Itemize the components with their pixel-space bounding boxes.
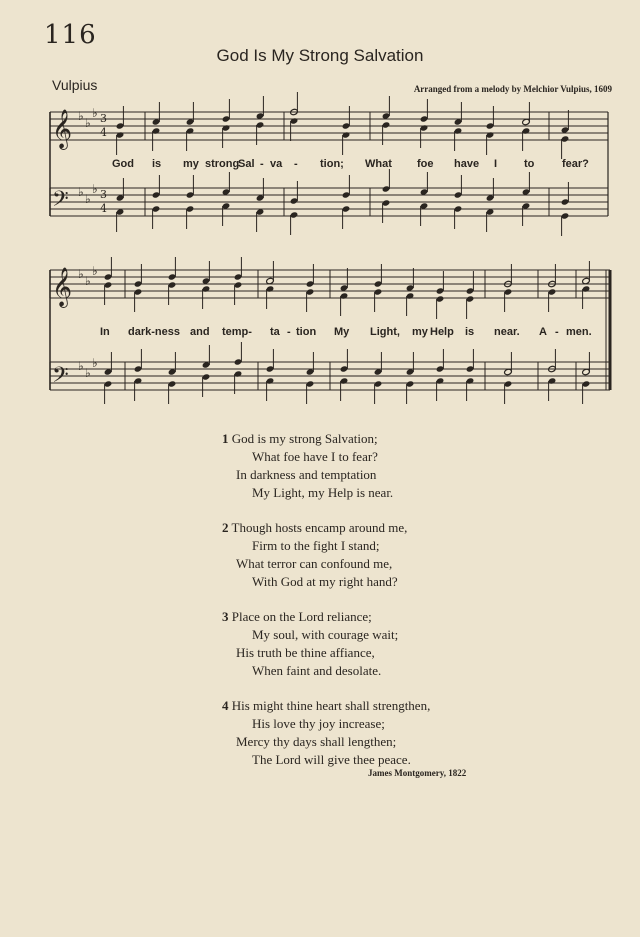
- lyric-syllable: -: [260, 158, 264, 170]
- lyric-syllable: Light,: [370, 326, 400, 338]
- lyric-syllable: tion: [296, 326, 317, 338]
- flat-icon: ♭: [78, 359, 84, 373]
- lyric-syllable: God: [112, 158, 134, 170]
- tune-name: Vulpius: [52, 77, 98, 93]
- lyric-syllable: fear?: [562, 158, 589, 170]
- hymn-title: God Is My Strong Salvation: [216, 46, 424, 65]
- lyric-syllable: tion;: [320, 158, 344, 170]
- verses: [222, 430, 430, 786]
- stanza-3: [222, 608, 430, 680]
- flat-icon: ♭: [85, 116, 91, 130]
- lyric-syllable: My: [334, 326, 350, 338]
- lyric-syllable: strong: [205, 158, 240, 170]
- stanza-line: With God at my right hand?: [252, 574, 398, 589]
- flat-icon: ♭: [92, 356, 98, 370]
- flat-icon: ♭: [78, 267, 84, 281]
- stanza-line: My soul, with courage wait;: [252, 627, 399, 642]
- stanza-line: [222, 430, 430, 448]
- bass-clef-icon: 𝄢: [52, 187, 69, 217]
- stanza-1: [222, 430, 430, 502]
- stanza-line: [222, 697, 430, 715]
- stanza-text: Place on the Lord reliance;: [231, 609, 372, 624]
- author-credit: James Montgomery, 1822: [368, 768, 467, 778]
- time-signature-numerator: 3: [100, 112, 107, 125]
- stanza-number: 1: [222, 431, 229, 446]
- flat-icon: ♭: [78, 185, 84, 199]
- stanza-2: [222, 519, 430, 591]
- lyric-syllable: and: [190, 326, 210, 338]
- bass-clef-icon: 𝄢: [52, 363, 69, 393]
- flat-icon: ♭: [92, 182, 98, 196]
- stanza-line: His love thy joy increase;: [252, 716, 385, 731]
- lyric-syllable: dark-ness: [128, 326, 180, 338]
- lyric-syllable: Help: [430, 326, 454, 338]
- lyric-syllable: Sal: [238, 158, 255, 170]
- lyric-syllable: I: [494, 158, 498, 170]
- stanza-line: [222, 608, 430, 626]
- arrangement-credit: Arranged from a melody by Melchior Vulpius, 1609: [413, 84, 612, 94]
- time-signature-denominator: 4: [100, 202, 107, 215]
- time-signature-denominator: 4: [100, 126, 107, 139]
- lyric-syllable: A: [539, 326, 547, 338]
- lyric-syllable: near.: [494, 326, 520, 338]
- stanza-text: God is my strong Salvation;: [231, 431, 378, 446]
- stanza-line: [222, 519, 430, 537]
- lyric-syllable: have: [454, 158, 480, 170]
- flat-icon: ♭: [85, 274, 91, 288]
- flat-icon: ♭: [85, 192, 91, 206]
- time-signature-numerator: 3: [100, 188, 107, 201]
- stanza-line: Mercy thy days shall lengthen;: [236, 734, 397, 749]
- stanza-line: His truth be thine affiance,: [236, 645, 375, 660]
- stanza-number: 4: [222, 698, 229, 713]
- music-score: [0, 0, 640, 420]
- lyric-syllable: to: [524, 158, 535, 170]
- lyric-syllable: ta: [270, 326, 280, 338]
- lyric-syllable: is: [465, 326, 475, 338]
- lyric-syllable: temp-: [222, 326, 252, 338]
- flat-icon: ♭: [85, 366, 91, 380]
- stanza-line: What terror can confound me,: [236, 556, 393, 571]
- lyric-syllable: What: [365, 158, 392, 170]
- flat-icon: ♭: [78, 109, 84, 123]
- stanza-line: In darkness and temptation: [236, 467, 377, 482]
- treble-clef-icon: 𝄞: [52, 109, 73, 149]
- flat-icon: ♭: [92, 264, 98, 278]
- stanza-line: Firm to the fight I stand;: [252, 538, 380, 553]
- lyric-syllable: va: [270, 158, 283, 170]
- stanza-line: When faint and desolate.: [252, 663, 382, 678]
- stanza-line: The Lord will give thee peace.: [252, 752, 411, 767]
- lyric-syllable: is: [152, 158, 162, 170]
- lyric-syllable: -: [294, 158, 298, 170]
- stanza-number: 2: [222, 520, 229, 535]
- stanza-text: Though hosts encamp around me,: [231, 520, 408, 535]
- lyric-syllable: In: [100, 326, 110, 338]
- stanza-text: His might thine heart shall strengthen,: [231, 698, 431, 713]
- stanza-line: What foe have I to fear?: [252, 449, 378, 464]
- stanza-line: My Light, my Help is near.: [252, 485, 394, 500]
- lyric-syllable: -: [287, 326, 291, 338]
- lyric-syllable: my: [412, 326, 428, 338]
- flat-icon: ♭: [92, 106, 98, 120]
- treble-clef-icon: 𝄞: [52, 267, 73, 307]
- lyric-syllable: foe: [417, 158, 434, 170]
- stanza-4: [222, 697, 430, 769]
- lyric-syllable: -: [555, 326, 559, 338]
- stanza-number: 3: [222, 609, 229, 624]
- page-number: 116: [44, 20, 97, 50]
- lyric-syllable: my: [183, 158, 199, 170]
- lyric-syllable: men.: [566, 326, 592, 338]
